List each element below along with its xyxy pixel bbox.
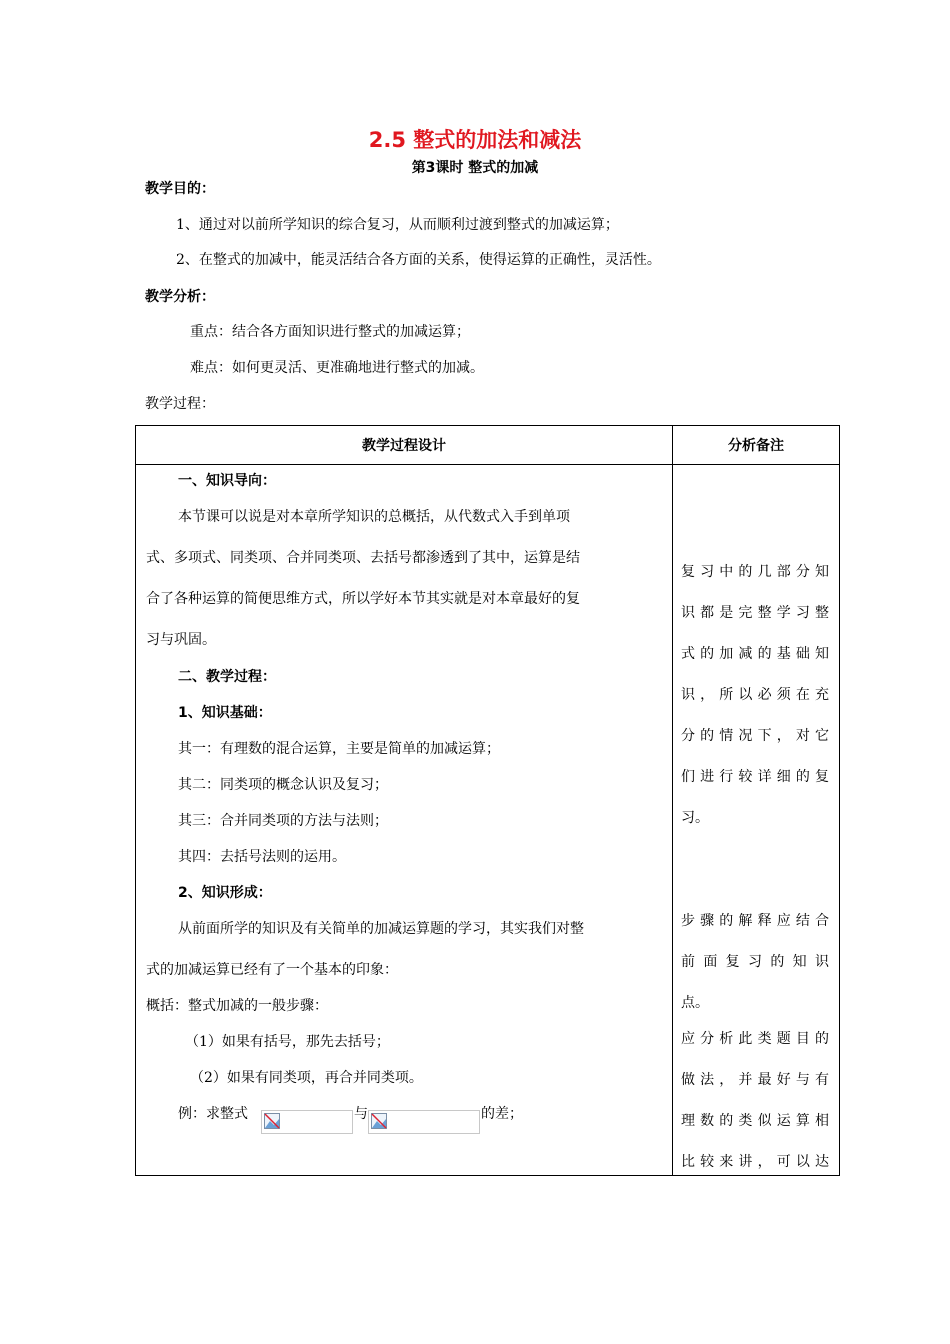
note-line: 应分析此类题目的 [681,1031,829,1047]
section-heading: 二、教学过程： [178,669,276,685]
example-prefix: 例：求整式 [178,1106,248,1122]
broken-image-icon [264,1113,280,1129]
design-cell [136,465,673,1176]
note-line: 分的情况下，对它 [681,728,829,744]
formula-image-1 [261,1110,353,1134]
notes-cell [673,465,840,1176]
broken-image-icon [371,1113,387,1129]
formula-image-2 [368,1110,480,1134]
step-item: （2）如果有同类项，再合并同类项。 [190,1070,423,1086]
col-header-notes: 分析备注 [673,426,840,465]
list-item: 其一：有理数的混合运算，主要是简单的加减运算； [178,741,500,757]
section-heading: 一、知识导向： [178,473,276,489]
example-mid: 与 [354,1106,368,1122]
lesson-table [135,425,840,1176]
note-line: 比较来讲，可以达 [681,1154,829,1170]
difficulty-point: 难点：如何更灵活、更准确地进行整式的加减。 [190,360,484,376]
note-line: 点。 [681,995,709,1011]
note-line: 复习中的几部分知 [681,564,829,580]
key-point: 重点：结合各方面知识进行整式的加减运算； [190,324,470,340]
note-line: 步骤的解释应结合 [681,913,829,929]
list-item: 其二：同类项的概念认识及复习； [178,777,388,793]
paragraph-line: 本节课可以说是对本章所学知识的总概括，从代数式入手到单项 [178,509,570,525]
note-line: 前面复习的知识 [681,954,829,970]
list-item: 其四：去括号法则的运用。 [178,849,346,865]
summary-line: 概括：整式加减的一般步骤： [146,998,328,1014]
page-subtitle: 第3课时 整式的加减 [411,160,539,176]
process-label: 教学过程： [145,396,215,412]
analysis-heading: 教学分析： [145,289,215,305]
paragraph-line: 习与巩固。 [146,632,216,648]
subsection-heading: 2、知识形成： [178,885,272,901]
paragraph-line: 合了各种运算的简便思维方式，所以学好本节其实就是对本章最好的复 [146,591,580,607]
note-line: 识都是完整学习整 [681,605,829,621]
objective-item: 2、在整式的加减中，能灵活结合各方面的关系，使得运算的正确性，灵活性。 [176,252,661,268]
col-header-design: 教学过程设计 [136,426,673,465]
list-item: 其三：合并同类项的方法与法则； [178,813,388,829]
note-line: 习。 [681,810,709,826]
paragraph-line: 式、多项式、同类项、合并同类项、去括号都渗透到了其中，运算是结 [146,550,580,566]
note-line: 识，所以必须在充 [681,687,829,703]
page-title: 2.5 整式的加法和减法 [368,128,582,152]
step-item: （1）如果有括号，那先去括号； [185,1034,390,1050]
example-suffix: 的差； [481,1106,523,1122]
paragraph-line: 式的加减运算已经有了一个基本的印象： [146,962,398,978]
note-line: 式的加减的基础知 [681,646,829,662]
note-line: 做法，并最好与有 [681,1072,829,1088]
note-line: 理数的类似运算相 [681,1113,829,1129]
paragraph-line: 从前面所学的知识及有关简单的加减运算题的学习，其实我们对整 [178,921,584,937]
subsection-heading: 1、知识基础： [178,705,272,721]
objective-item: 1、通过对以前所学知识的综合复习，从而顺利过渡到整式的加减运算； [176,217,619,233]
note-line: 们进行较详细的复 [681,769,829,785]
objectives-heading: 教学目的： [145,181,215,197]
